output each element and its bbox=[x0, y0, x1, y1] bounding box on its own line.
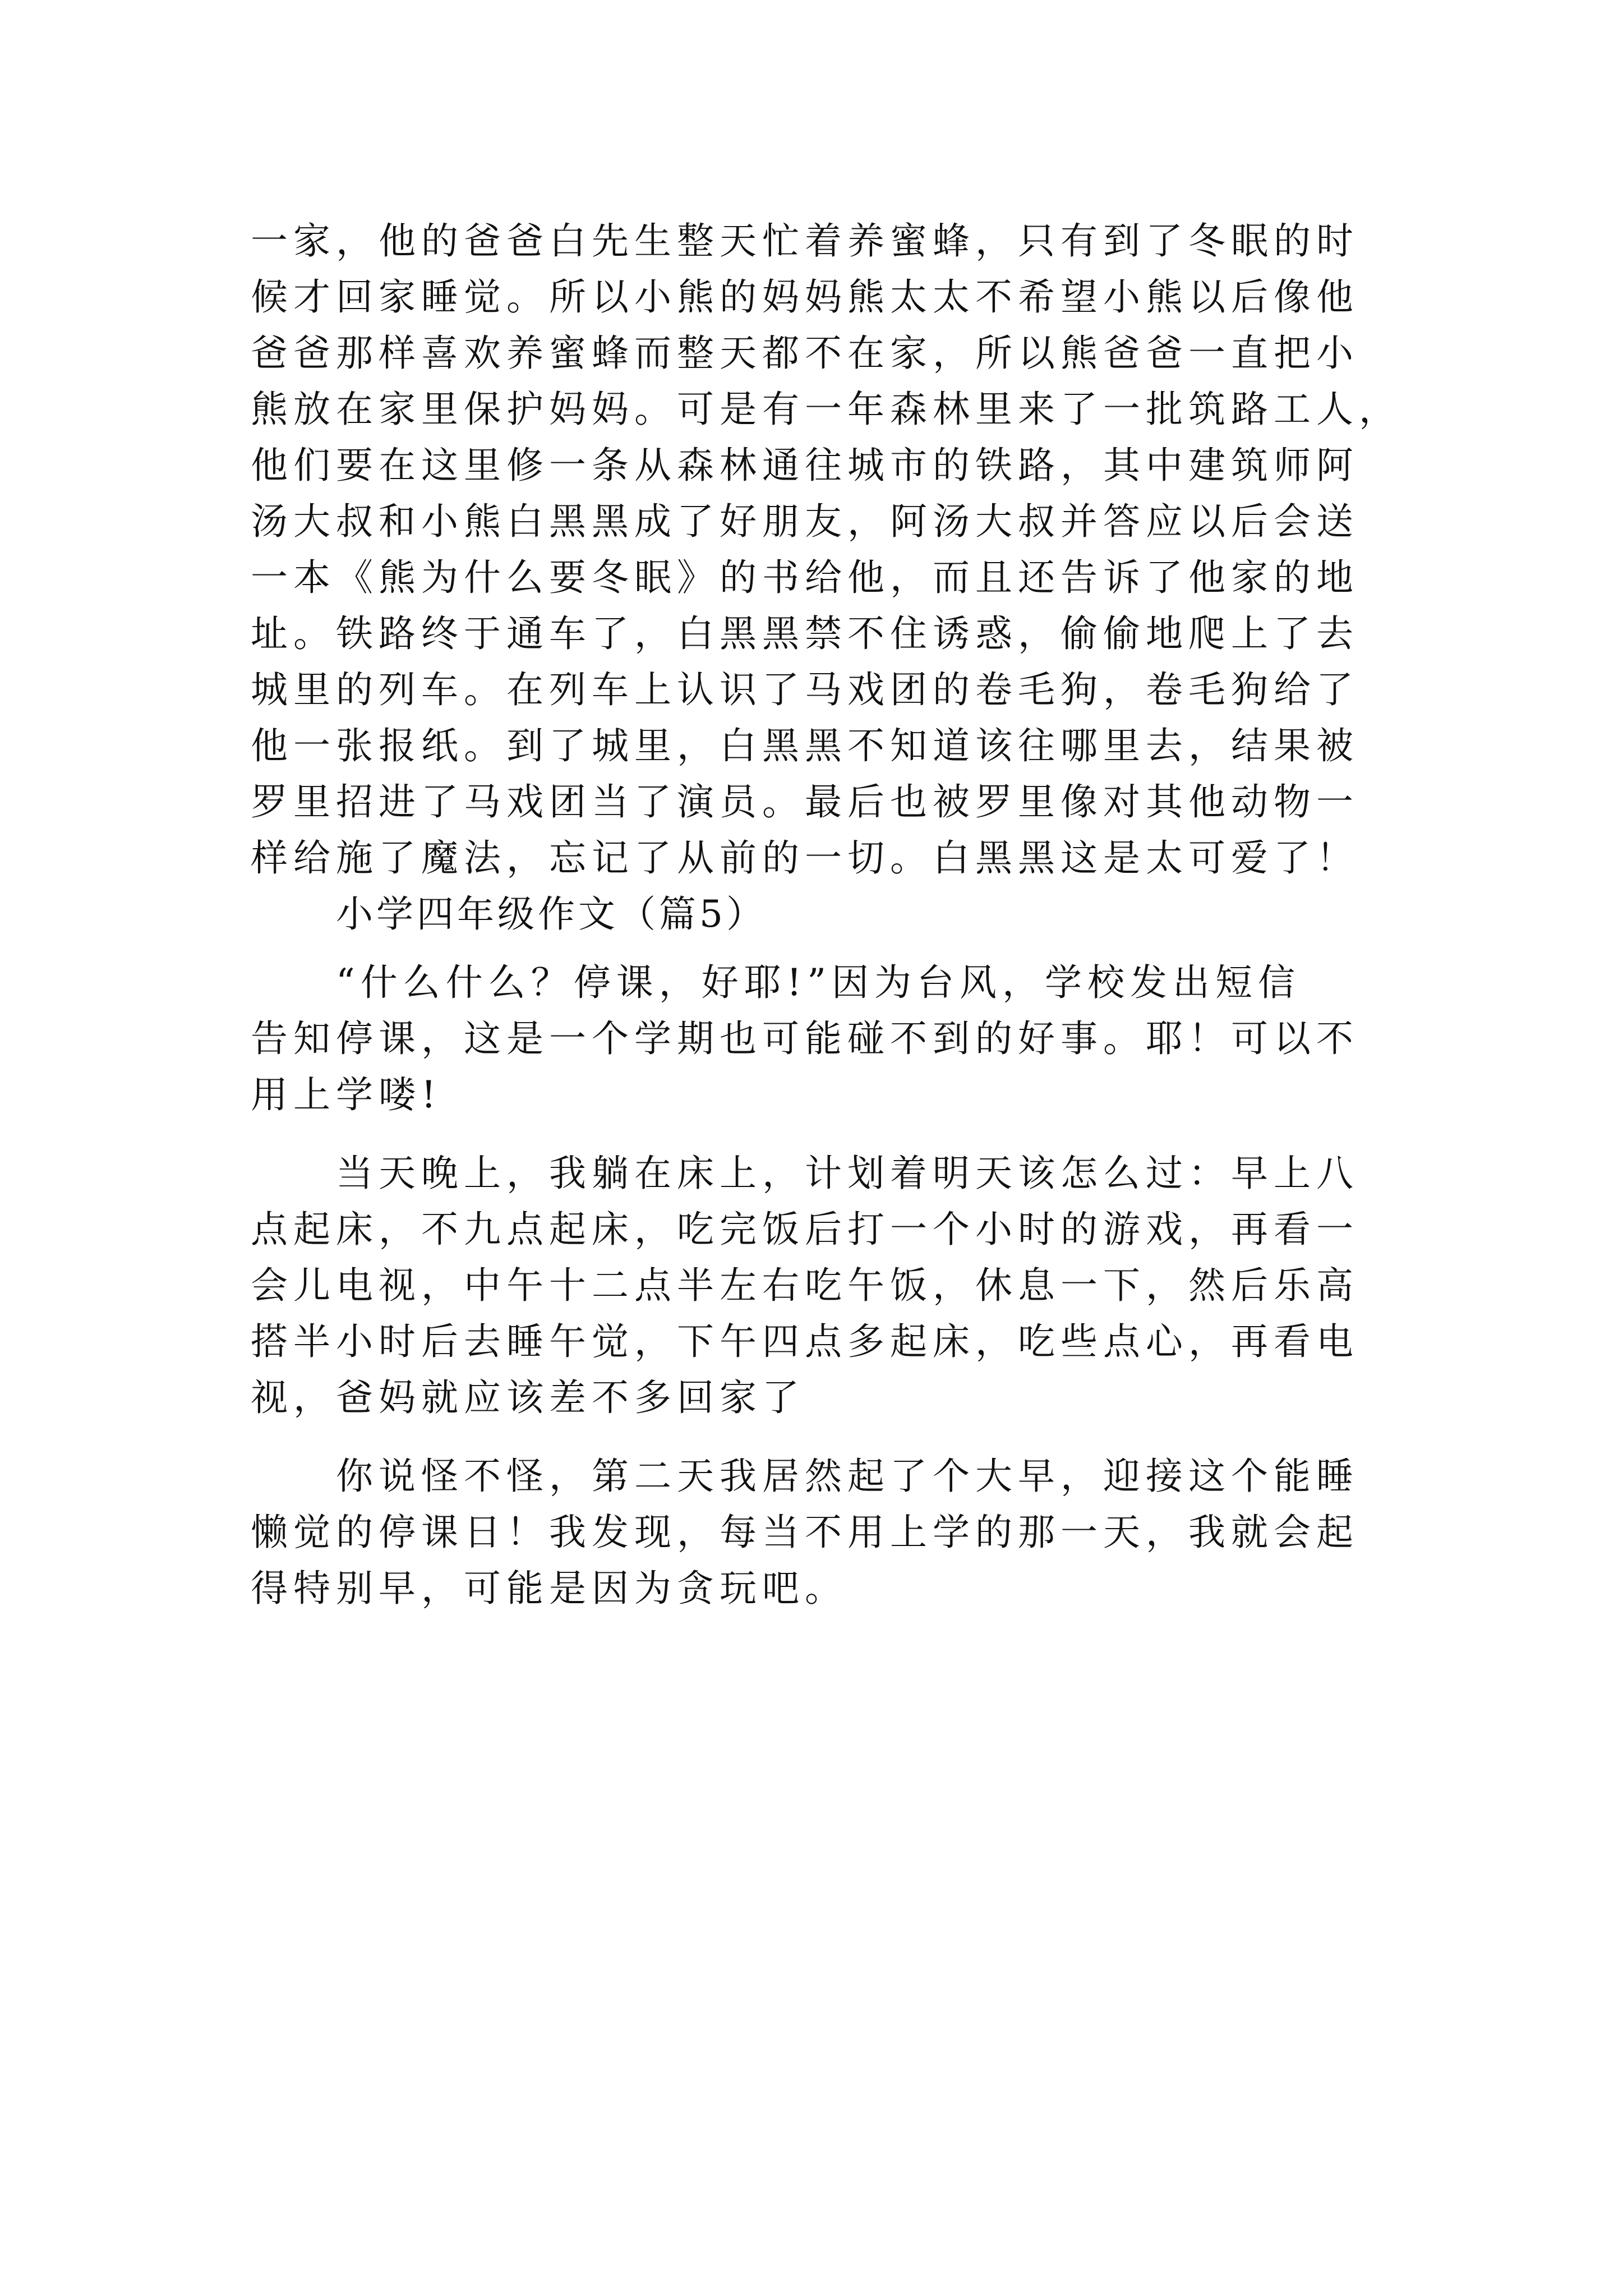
continuation-paragraph bbox=[251, 213, 1401, 886]
text-line: 用上学喽! bbox=[251, 1073, 442, 1116]
text-line: 一本《熊为什么要冬眠》的书给他，而且还告诉了他家的地 bbox=[251, 556, 1359, 599]
text-line: 他一张报纸。到了城里，白黑黑不知道该往哪里去，结果被 bbox=[251, 724, 1359, 767]
text-line: 熊放在家里保护妈妈。可是有一年森林里来了一批筑路工人， bbox=[251, 388, 1401, 431]
text-line: 罗里招进了马戏团当了演员。最后也被罗里像对其他动物一 bbox=[251, 780, 1359, 823]
text-line: 汤大叔和小熊白黑黑成了好朋友，阿汤大叔并答应以后会送 bbox=[251, 500, 1359, 543]
section-heading: 小学四年级作文（篇5） bbox=[336, 892, 767, 936]
text-line: 你说怪不怪，第二天我居然起了个大早，迎接这个能睡 bbox=[336, 1455, 1359, 1498]
text-line: 当天晚上，我躺在床上，计划着明天该怎么过：早上八 bbox=[336, 1152, 1359, 1195]
paragraph-2 bbox=[251, 1145, 1395, 1426]
text-line: 候才回家睡觉。所以小熊的妈妈熊太太不希望小熊以后像他 bbox=[251, 275, 1359, 319]
text-line: 视，爸妈就应该差不多回家了 bbox=[251, 1376, 805, 1419]
text-line: 得特别早，可能是因为贪玩吧。 bbox=[251, 1567, 847, 1610]
text-line: 样给施了魔法，忘记了从前的一切。白黑黑这是太可爱了！ bbox=[251, 836, 1359, 880]
text-line: 址。铁路终于通车了，白黑黑禁不住诱惑，偷偷地爬上了去 bbox=[251, 612, 1359, 655]
text-line: 他们要在这里修一条从森林通往城市的铁路，其中建筑师阿 bbox=[251, 444, 1359, 487]
text-line: 搭半小时后去睡午觉，下午四点多起床，吃些点心，再看电 bbox=[251, 1320, 1359, 1363]
paragraph-3 bbox=[251, 1448, 1395, 1617]
text-line: 爸爸那样喜欢养蜜蜂而整天都不在家，所以熊爸爸一直把小 bbox=[251, 332, 1359, 375]
paragraph-1 bbox=[251, 955, 1395, 1123]
text-line: 会儿电视，中午十二点半左右吃午饭，休息一下，然后乐高 bbox=[251, 1264, 1359, 1307]
text-line: 点起床，不九点起床，吃完饭后打一个小时的游戏，再看一 bbox=[251, 1208, 1359, 1251]
text-line: “什么什么？停课，好耶!”因为台风，学校发出短信 bbox=[336, 961, 1301, 1004]
text-line: 城里的列车。在列车上认识了马戏团的卷毛狗，卷毛狗给了 bbox=[251, 668, 1359, 711]
text-line: 懒觉的停课日！我发现，每当不用上学的那一天，我就会起 bbox=[251, 1511, 1359, 1554]
text-line: 一家，他的爸爸白先生整天忙着养蜜蜂，只有到了冬眠的时 bbox=[251, 219, 1359, 263]
text-line: 告知停课，这是一个学期也可能碰不到的好事。耶！可以不 bbox=[251, 1017, 1359, 1060]
document-body bbox=[251, 213, 1401, 1617]
